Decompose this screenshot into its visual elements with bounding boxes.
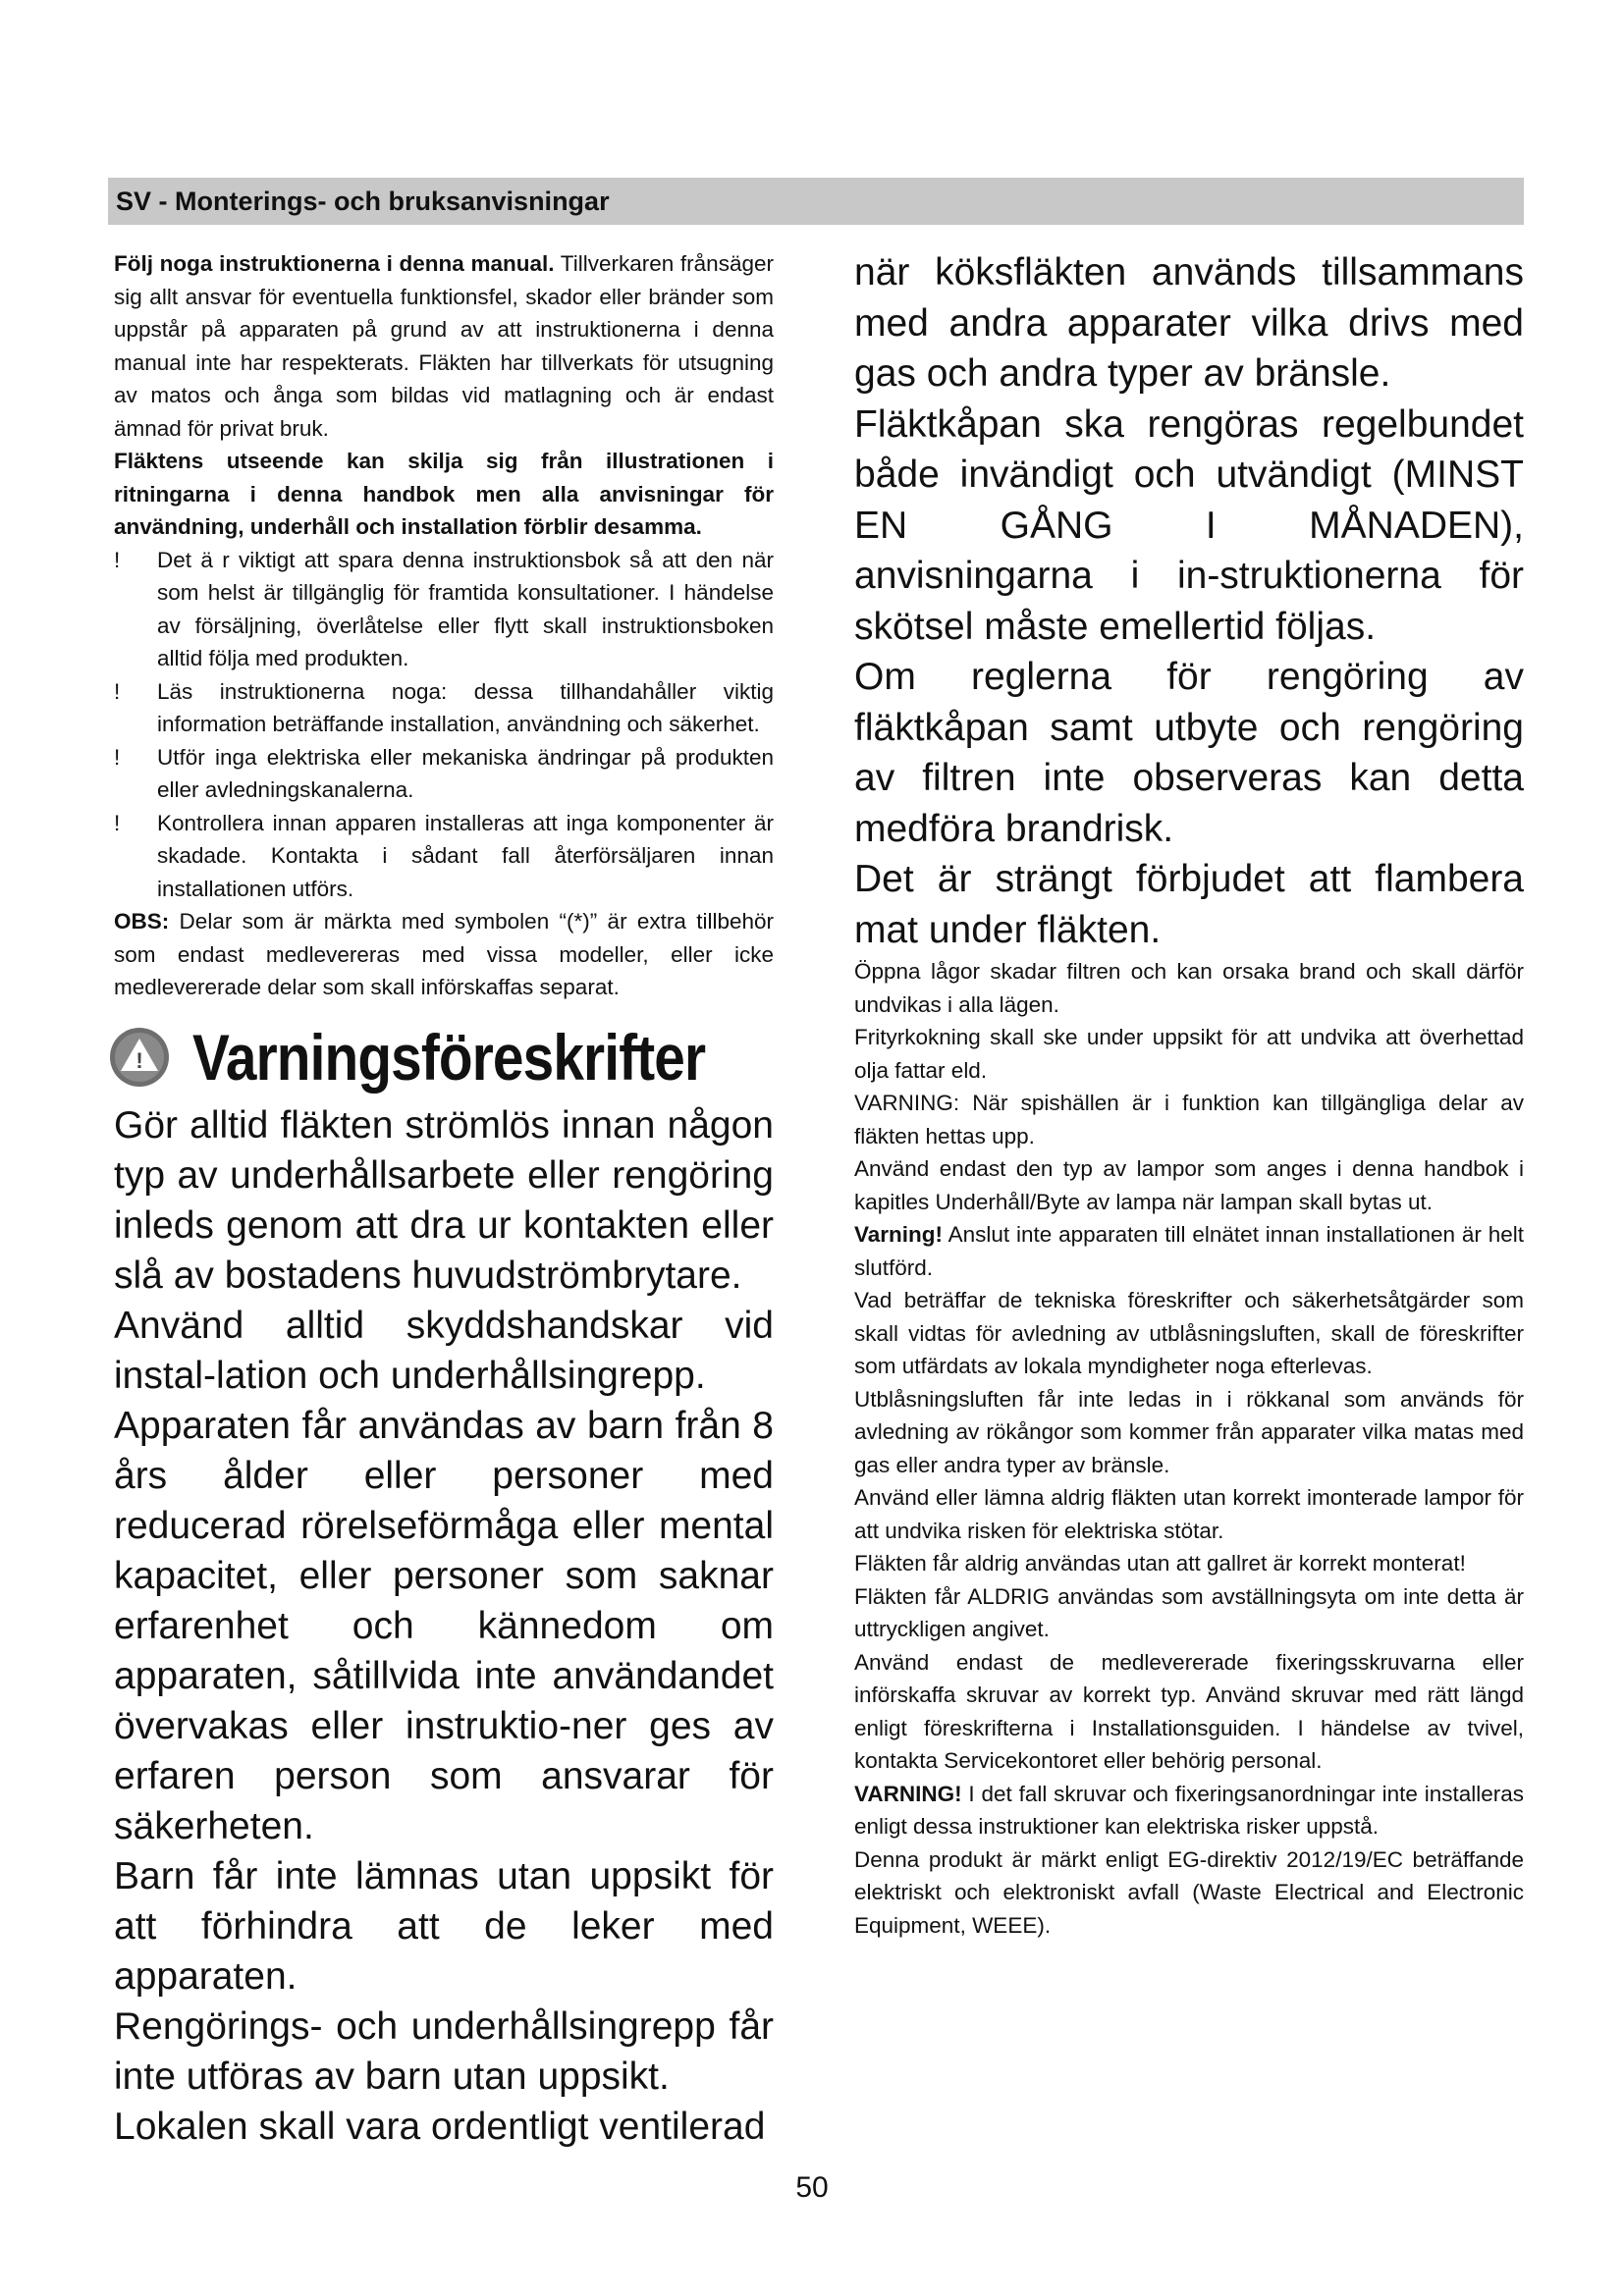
warning-paragraph: Använd alltid skyddshandskar vid instal-lation och underhållsingrepp.: [114, 1304, 774, 1397]
exclamation-mark: !: [114, 744, 121, 770]
small-paragraph: VARNING: När spishällen är i funktion kan tillgängliga delar av fläkten hettas upp.: [854, 1091, 1524, 1148]
small-paragraph: Fläkten får aldrig användas utan att gallret är korrekt monterat!: [854, 1551, 1466, 1575]
small-paragraph: Vad beträffar de tekniska föreskrifter och säkerhetsåtgärder som skall vidtas för avledning av utblåsningsluften, skall de föreskrifter som utfärdats av lokala myndigheter noga efterlevas.: [854, 1288, 1524, 1378]
obs-note: [114, 905, 774, 1004]
varning-text: Anslut inte apparaten till elnätet innan installationen är helt slutförd.: [854, 1222, 1524, 1280]
right-column: [854, 247, 1524, 1942]
warning-icon-glyph: !: [135, 1047, 143, 1073]
intro-text: Tillverkaren frånsäger sig allt ansvar för eventuella funktionsfel, skador eller bränder som uppstår på apparaten på grund av att instruktionerna i denna manual inte har respekterats. Fläkten har tillverkats för utsugning av matos och ånga som bildas vid matlagning och är endast ämnad för privat bruk.: [114, 251, 774, 441]
section-title: SV - Monterings- och bruksanvisningar: [116, 187, 610, 216]
exclamation-mark: !: [114, 810, 121, 835]
small-paragraph: Frityrkokning skall ske under uppsikt för att undvika att överhettad olja fattar eld.: [854, 1025, 1524, 1083]
exclamation-mark: !: [114, 547, 121, 572]
varning-caps-label: VARNING!: [854, 1781, 962, 1806]
warning-heading-text: Varningsföreskrifter: [192, 1020, 706, 1094]
varning-caps-text: I det fall skruvar och fixeringsanordningar inte installeras enligt dessa instruktioner kan elektriska risker uppstå.: [854, 1781, 1524, 1839]
appearance-note: [114, 445, 774, 544]
obs-text: Delar som är märkta med symbolen “(*)” är extra tillbehör som endast medlevereras med vissa modeller, eller icke medlevererade delar som skall införskaffas separat.: [114, 909, 774, 999]
bullet-item: [114, 675, 774, 741]
exclamation-mark: !: [114, 678, 121, 704]
small-paragraph: Fläkten får ALDRIG användas som avställningsyta om inte detta är uttryckligen angivet.: [854, 1583, 1524, 1641]
small-paragraph: Denna produkt är märkt enligt EG-direktiv 2012/19/EC beträffande elektriskt och elektroniskt avfall (Waste Electrical and Electronic Equipment, WEEE).: [854, 1846, 1524, 1938]
bullet-text: Det ä r viktigt att spara denna instruktionsbok så att den när som helst är tillgänglig för framtida konsultationer. I händelse av försäljning, överlåtelse eller flytt skall instruktionsboken alltid följa med produkten.: [157, 547, 774, 670]
intro-paragraph: [114, 247, 774, 445]
small-paragraph: Använd endast de medlevererade fixeringsskruvarna eller införskaffa skruvar av korrekt typ. Använd skruvar med rätt längd enligt föreskrifterna i Installationsguiden. I händelse av tvivel, kontakta Servicekontoret eller behörig personal.: [854, 1649, 1524, 1773]
large-paragraph: Det är strängt förbjudet att flambera mat under fläkten.: [854, 858, 1524, 951]
warning-heading: [108, 1020, 774, 1095]
page-number: 50: [795, 2171, 829, 2204]
large-paragraph: Fläktkåpan ska rengöras regelbundet både invändigt och utvändigt (MINST EN GÅNG I MÅNADEN), anvisningarna i in-struktionerna för skötsel måste emellertid följas.: [854, 402, 1524, 648]
warning-paragraph: Rengörings- och underhållsingrepp får inte utföras av barn utan uppsikt.: [114, 2004, 774, 2098]
appearance-bold: Fläktens utseende kan skilja sig från illustrationen i ritningarna i denna handbok men alla anvisningar för användning, underhåll och installation förblir desamma.: [114, 449, 774, 539]
bullet-item: [114, 741, 774, 807]
small-paragraph: [854, 1778, 1524, 1843]
warning-paragraph: Apparaten får användas av barn från 8 års ålder eller personer med reducerad rörelseförmåga eller mental kapacitet, eller personer som saknar erfarenhet och kännedom om apparaten, såtillvida inte användandet övervakas eller instruktio-ner ges av erfaren person som ansvarar för säkerheten.: [114, 1404, 774, 1847]
bullet-item: [114, 807, 774, 906]
small-paragraph: Utblåsningsluften får inte ledas in i rökkanal som används för avledning av rökångor som kommer från apparater vilka matas med gas eller andra typer av bränsle.: [854, 1386, 1524, 1477]
small-paragraph: Använd endast den typ av lampor som anges i denna handbok i kapitles Underhåll/Byte av lampa när lampan skall bytas ut.: [854, 1156, 1524, 1214]
small-paragraph: Öppna lågor skadar filtren och kan orsaka brand och skall därför undvikas i alla lägen.: [854, 959, 1524, 1017]
obs-label: OBS:: [114, 909, 170, 934]
warning-paragraph: Gör alltid fläkten strömlös innan någon typ av underhållsarbete eller rengöring inleds genom att dra ur kontakten eller slå av bostadens huvudströmbrytare.: [114, 1103, 774, 1297]
small-paragraph: [854, 1218, 1524, 1284]
varning-label: Varning!: [854, 1222, 944, 1247]
large-paragraph: Om reglerna för rengöring av fläktkåpan samt utbyte och rengöring av filtren inte observeras kan detta medföra brandrisk.: [854, 656, 1524, 850]
bullet-text: Utför inga elektriska eller mekaniska ändringar på produkten eller avledningskanalerna.: [157, 744, 774, 802]
bullet-text: Läs instruktionerna noga: dessa tillhandahåller viktig information beträffande installation, användning och säkerhet.: [157, 678, 774, 736]
warning-paragraph: Lokalen skall vara ordentligt ventilerad: [114, 2105, 766, 2148]
small-paragraph: Använd eller lämna aldrig fläkten utan korrekt imonterade lampor för att undvika risken för elektriska stötar.: [854, 1485, 1524, 1543]
bullet-item: [114, 544, 774, 675]
bullet-text: Kontrollera innan apparen installeras att inga komponenter är skadade. Kontakta i sådant fall återförsäljaren innan installationen utförs.: [157, 810, 774, 901]
section-header: [108, 178, 1524, 225]
large-paragraph: när köksfläkten används tillsammans med andra apparater vilka drivs med gas och andra typer av bränsle.: [854, 251, 1524, 395]
left-column: [114, 247, 774, 2152]
warning-paragraph: Barn får inte lämnas utan uppsikt för att förhindra att de leker med apparaten.: [114, 1854, 774, 1998]
warning-icon: [108, 1026, 171, 1089]
intro-bold: Följ noga instruktionerna i denna manual.: [114, 251, 555, 276]
